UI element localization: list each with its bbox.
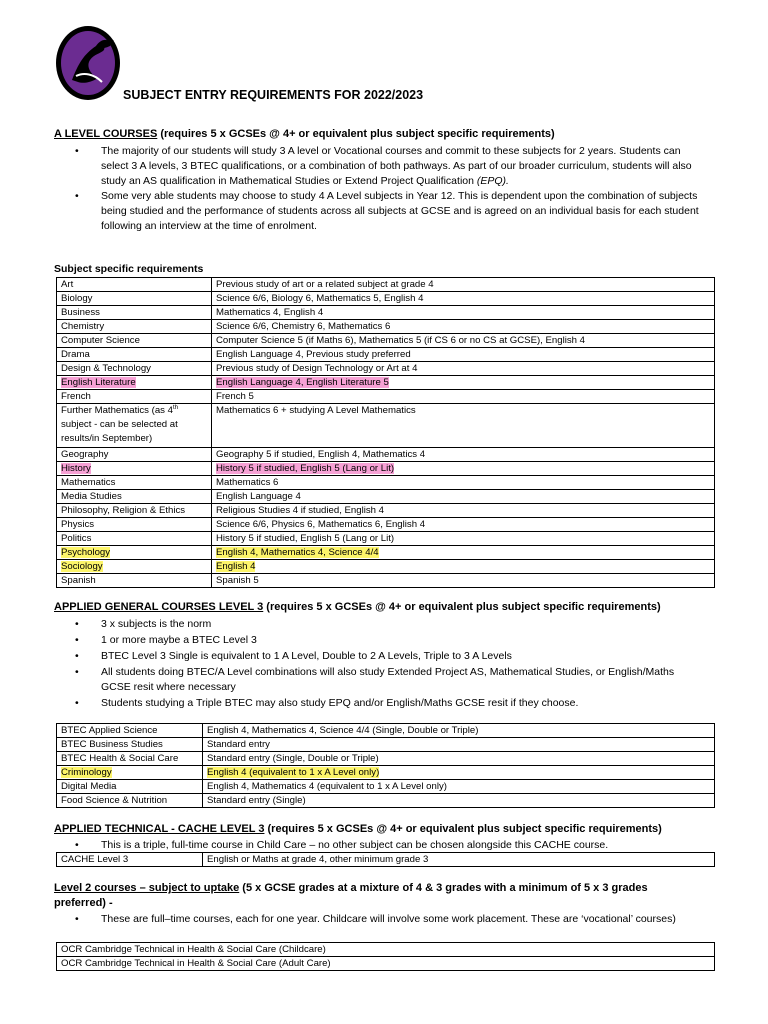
table-row: Politics History 5 if studied, English 5 (Lang or Lit) <box>57 532 715 546</box>
table-row: OCR Cambridge Technical in Health & Social Care (Adult Care) <box>57 957 715 971</box>
level2-heading: Level 2 courses – subject to uptake (5 x GCSE grades at a mixture of 4 & 3 grades with a minimum of 5 x 3 grades <box>54 882 648 894</box>
table-row: BTEC Health & Social Care Standard entry (Single, Double or Triple) <box>57 752 715 766</box>
applied-technical-bullets <box>54 838 704 853</box>
applied-general-heading: APPLIED GENERAL COURSES LEVEL 3 (requires 5 x GCSEs @ 4+ or equivalent plus subject specific requirements) <box>54 601 661 613</box>
list-item: • The majority of our students will study 3 A level or Vocational courses and commit to these subjects for 2 years. Students can select 3 A levels, 3 BTEC qualifications, or a combination of both pathways. As part of our broader curriculum, students will also study an AS qualification in Mathematical Studies or Extend Project Qualification (EPQ). <box>54 144 704 189</box>
table-row-highlighted: Sociology English 4 <box>57 560 715 574</box>
table-row: Business Mathematics 4, English 4 <box>57 306 715 320</box>
table-row-highlighted: English Literature English Language 4, English Literature 5 <box>57 376 715 390</box>
table-row: Media Studies English Language 4 <box>57 490 715 504</box>
table-row: Philosophy, Religion & Ethics Religious Studies 4 if studied, English 4 <box>57 504 715 518</box>
page-title: SUBJECT ENTRY REQUIREMENTS FOR 2022/2023 <box>123 88 424 102</box>
level2-bullets <box>54 912 694 927</box>
a-level-heading: A LEVEL COURSES (requires 5 x GCSEs @ 4+ or equivalent plus subject specific requirements) <box>54 128 555 140</box>
a-level-requirements-table <box>56 277 715 588</box>
subject-specific-heading: Subject specific requirements <box>54 263 204 275</box>
level2-heading-cont: preferred) - <box>54 897 113 909</box>
table-row: OCR Cambridge Technical in Health & Social Care (Childcare) <box>57 943 715 957</box>
list-item: • All students doing BTEC/A Level combinations will also study Extended Project AS, Mathematical Studies, or English/Maths GCSE resit where necessary <box>54 665 694 695</box>
school-crest-logo <box>54 24 122 102</box>
list-item: • Some very able students may choose to study 4 A Level subjects in Year 12. This is dependent upon the combination of subjects being studied and the performance of students across all subjects at GCSE and is agreed on an individual basis for each student following an interview at the time of enrolment. <box>54 189 704 234</box>
table-row: French French 5 <box>57 390 715 404</box>
table-row: Mathematics Mathematics 6 <box>57 476 715 490</box>
table-row: Further Mathematics (as 4th subject - can be selected at results/in September) Mathematics 6 + studying A Level Mathematics <box>57 404 715 448</box>
applied-general-bullets <box>54 617 704 711</box>
table-row: Digital Media English 4, Mathematics 4 (equivalent to 1 x A Level only) <box>57 780 715 794</box>
table-row: Geography Geography 5 if studied, English 4, Mathematics 4 <box>57 448 715 462</box>
table-row: Art Previous study of art or a related subject at grade 4 <box>57 278 715 292</box>
list-item: • This is a triple, full-time course in Child Care – no other subject can be chosen alongside this CACHE course. <box>54 838 704 853</box>
table-row-highlighted: Criminology English 4 (equivalent to 1 x A Level only) <box>57 766 715 780</box>
cache-table <box>56 852 715 867</box>
list-item: • 3 x subjects is the norm <box>54 617 704 632</box>
level2-table <box>56 942 715 971</box>
table-row-highlighted: Psychology English 4, Mathematics 4, Science 4/4 <box>57 546 715 560</box>
list-item: • BTEC Level 3 Single is equivalent to 1 A Level, Double to 2 A Levels, Triple to 3 A Levels <box>54 649 704 664</box>
table-row: Computer Science Computer Science 5 (if Maths 6), Mathematics 5 (if CS 6 or no CS at GCSE), English 4 <box>57 334 715 348</box>
list-item: • These are full–time courses, each for one year. Childcare will involve some work placement. These are ‘vocational’ courses) <box>54 912 694 927</box>
a-level-bullets <box>54 144 704 234</box>
applied-technical-heading: APPLIED TECHNICAL - CACHE LEVEL 3 (requires 5 x GCSEs @ 4+ or equivalent plus subject specific requirements) <box>54 823 662 835</box>
table-row: Biology Science 6/6, Biology 6, Mathematics 5, English 4 <box>57 292 715 306</box>
table-row: CACHE Level 3 English or Maths at grade 4, other minimum grade 3 <box>57 853 715 867</box>
table-row: Spanish Spanish 5 <box>57 574 715 588</box>
list-item: • Students studying a Triple BTEC may also study EPQ and/or English/Maths GCSE resit if they choose. <box>54 696 704 711</box>
table-row-highlighted: History History 5 if studied, English 5 (Lang or Lit) <box>57 462 715 476</box>
table-row: Drama English Language 4, Previous study preferred <box>57 348 715 362</box>
table-row: BTEC Applied Science English 4, Mathematics 4, Science 4/4 (Single, Double or Triple) <box>57 724 715 738</box>
applied-general-table <box>56 723 715 808</box>
table-row: BTEC Business Studies Standard entry <box>57 738 715 752</box>
list-item: • 1 or more maybe a BTEC Level 3 <box>54 633 704 648</box>
table-row: Physics Science 6/6, Physics 6, Mathematics 6, English 4 <box>57 518 715 532</box>
table-row: Design & Technology Previous study of Design Technology or Art at 4 <box>57 362 715 376</box>
table-row: Food Science & Nutrition Standard entry (Single) <box>57 794 715 808</box>
table-row: Chemistry Science 6/6, Chemistry 6, Mathematics 6 <box>57 320 715 334</box>
